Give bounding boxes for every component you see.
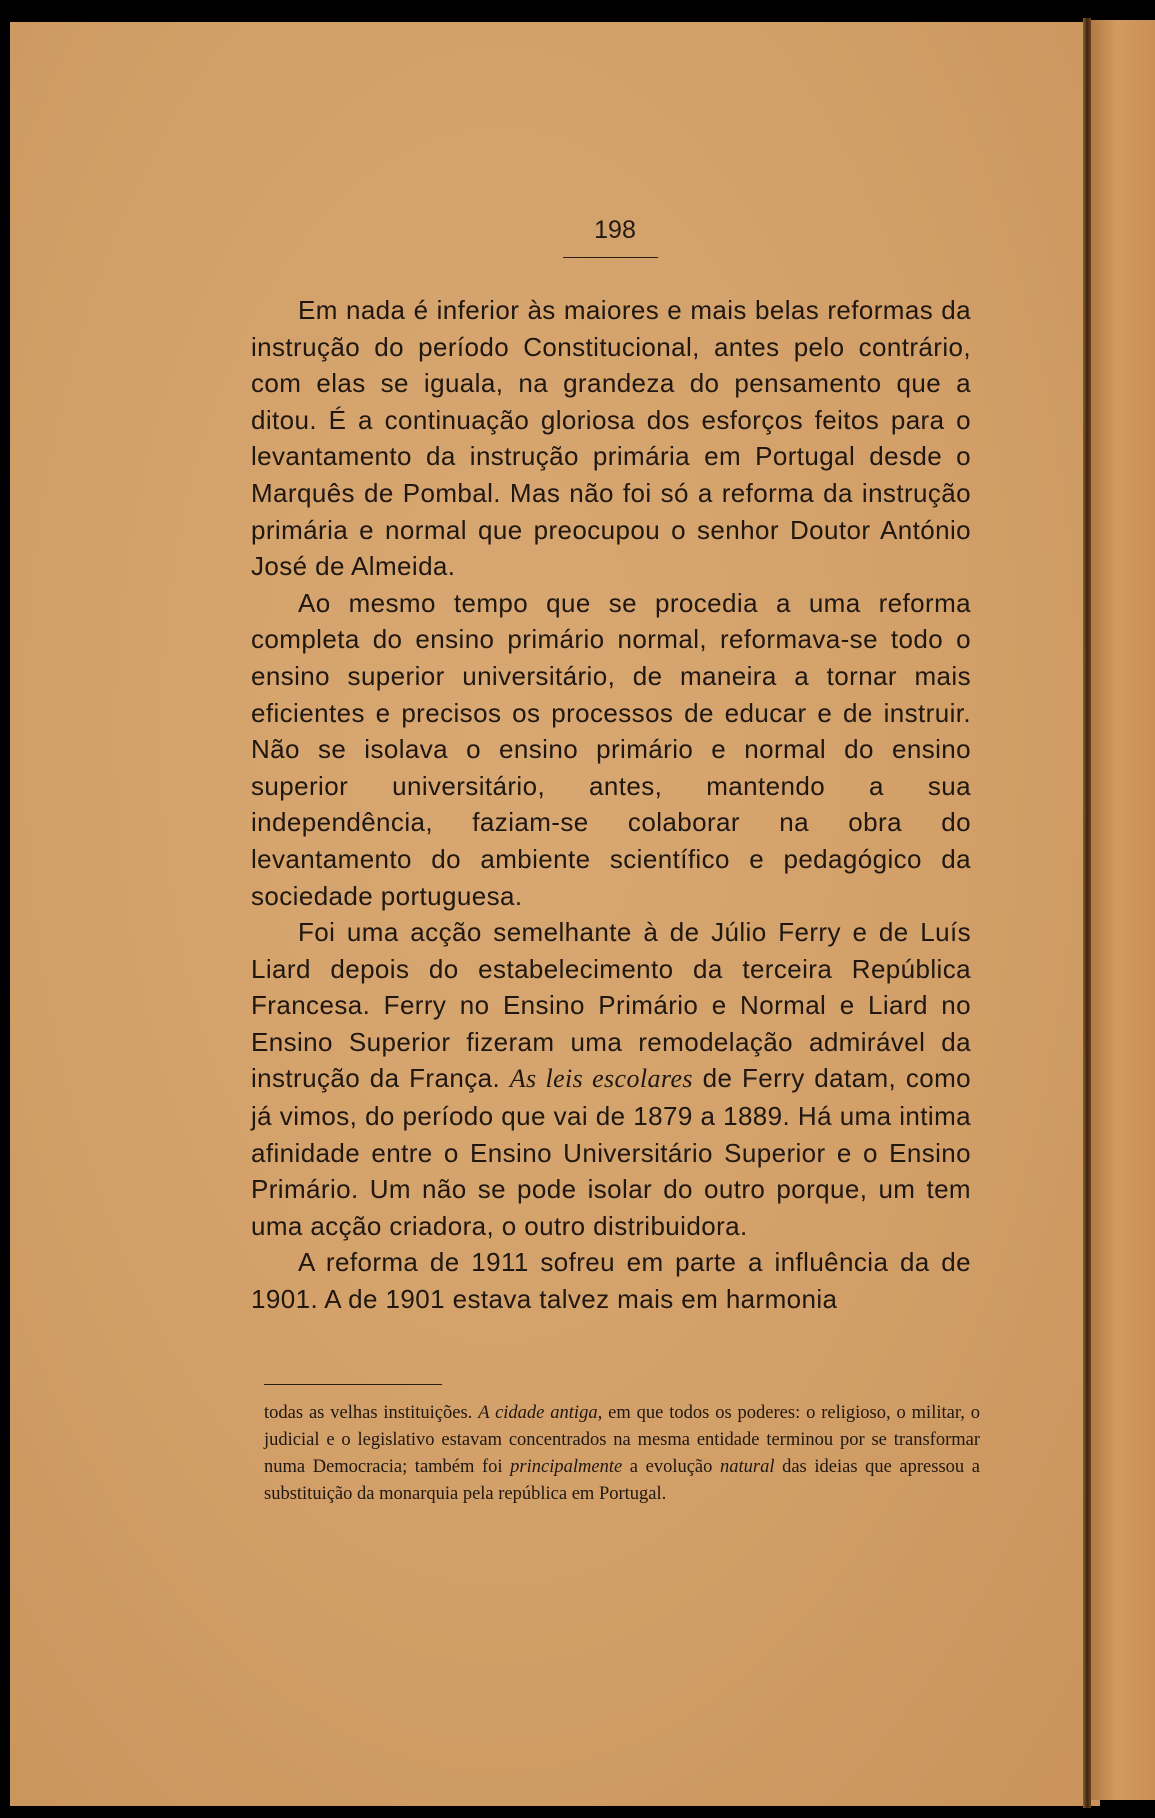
paragraph-3-part-a: Foi uma acção semelhante à de Júlio Ferry e de Luís Liard depois do estabelecimento da terceira República Francesa. Ferry no Ensino Primário e Normal e Liard no Ensino Superior fizeram uma remodelação admirável da instrução da França. — [251, 917, 971, 1094]
paragraph-3 — [251, 914, 971, 1244]
footnote-text-2: em que todos os poderes: o religioso, o militar, o judicial e o legislativo estavam concentrados na mesma entidade terminou por se transformar numa Democracia; também foi — [264, 1403, 981, 1477]
footnote-italic-1: A cidade antiga, — [478, 1403, 603, 1423]
page-number-rule — [563, 257, 658, 258]
paragraph-3-part-b: de Ferry datam, como já vimos, do período que vai de 1879 a 1889. Há uma intima afinidade entre o Ensino Universitário Superior e o Ensino Primário. Um não se pode isolar do outro porque, um tem uma acção criadora, o outro distribuidora. — [251, 1063, 971, 1241]
adjacent-page-edge — [1091, 20, 1155, 1800]
footnote-rule — [264, 1384, 442, 1385]
footnote-text-3: a evolução — [629, 1457, 713, 1477]
book-gutter — [1083, 18, 1091, 1808]
footnote-text-1: todas as velhas instituições. — [264, 1403, 473, 1423]
paragraph-2: Ao mesmo tempo que se procedia a uma reforma completa do ensino primário normal, reformava-se todo o ensino superior universitário, de maneira a tornar mais eficientes e precisos os processos de educar e de instruir. Não se isolava o ensino primário e normal do ensino superior universitário, antes, mantendo a sua independência, faziam-se colaborar na obra do levantamento do ambiente scientífico e pedagógico da sociedade portuguesa. — [251, 587, 971, 911]
paragraph-4: A reforma de 1911 sofreu em parte a influência da de 1901. A de 1901 estava talvez mais em harmonia — [251, 1247, 971, 1315]
main-text — [251, 292, 971, 1318]
paragraph-1: Em nada é inferior às maiores e mais belas reformas da instrução do período Constitucional, antes pelo contrário, com elas se iguala, na grandeza do pensamento que a ditou. É a continuação gloriosa dos esforços feitos para o levantamento da instrução primária em Portugal desde o Marquês de Pombal. Mas não foi só a reforma da instrução primária e normal que preocupou o senhor Doutor António José de Almeida. — [251, 295, 971, 582]
footnote-italic-2: principalmente — [510, 1457, 623, 1477]
footnote — [264, 1400, 980, 1508]
page-number: 198 — [594, 216, 636, 244]
footnote-italic-3: natural — [720, 1457, 775, 1477]
footnote-paragraph — [264, 1400, 980, 1508]
footnote-text-4: das ideias que apressou a substituição da monarquia pela república em Portugal. — [264, 1457, 980, 1504]
paragraph-3-italic-title: As leis escolares — [509, 1064, 693, 1094]
